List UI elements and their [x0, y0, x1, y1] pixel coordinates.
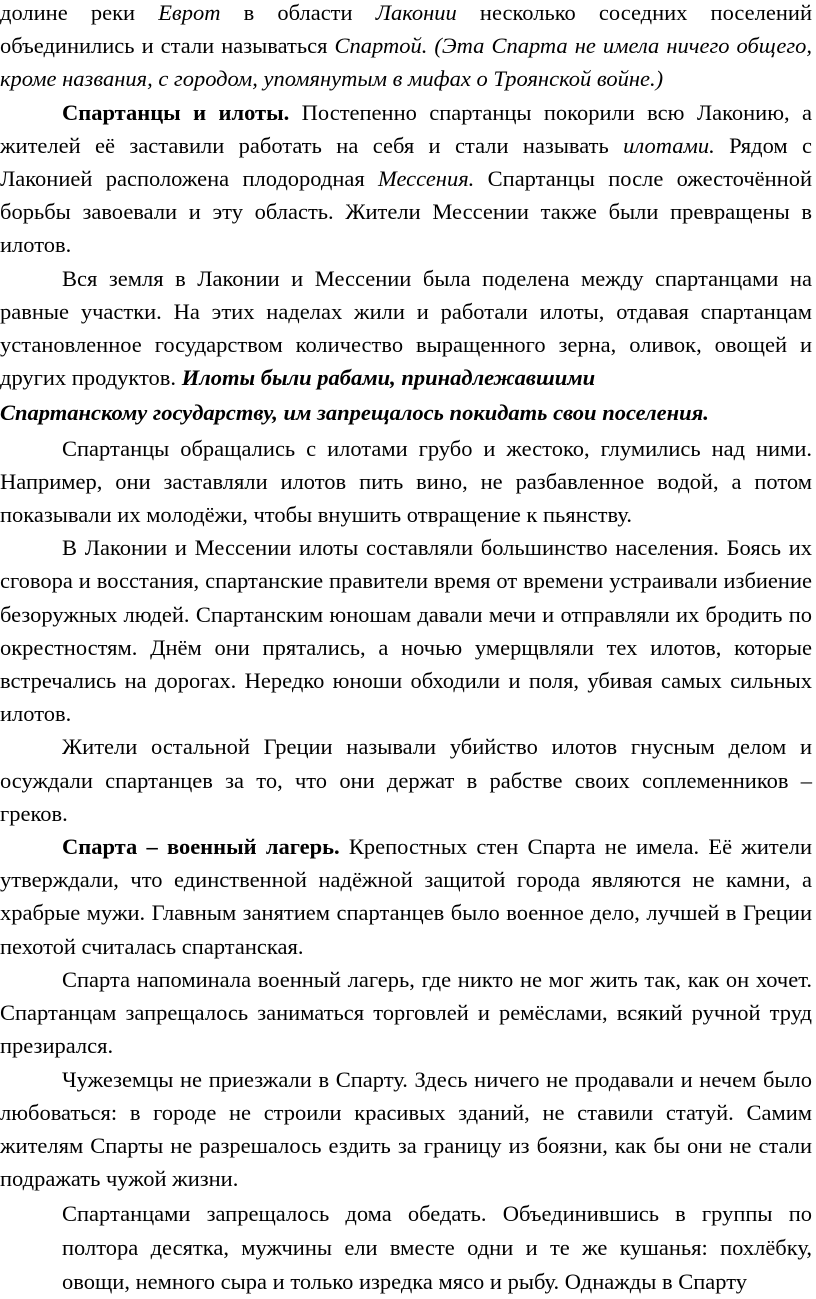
paragraph-land-division — [0, 262, 816, 395]
term-evrot: Еврот — [158, 0, 221, 25]
section-heading-military-camp: Спарта – военный лагерь. — [62, 834, 340, 860]
text-run: Крепостных стен Спарта не имела. Её жители утверждали, что единственной надёжной защитой города являются не камни, а храбрые мужи. Главным занятием спартанцев было военное дело, лучшей в Греции пехотой считалась спартанская. — [0, 834, 812, 959]
text-run: Рядом с Лаконией расположена плодородная — [0, 132, 812, 192]
text-run: Постепенно спартанцы покорили всю Лаконию, а жителей её заставили работать на себя и стали называть — [0, 99, 813, 158]
paragraph-military-camp — [0, 830, 816, 963]
text-run: Вся земля в Лаконии и Мессении была поделена между спартанцами на равные участки. На этих наделах жили и работали илоты, отдавая спартанцам установленное государством количество выращенного зерна, оливок, овощей и других продуктов. — [0, 265, 812, 391]
text-run: долине реки — [0, 0, 159, 25]
term-messenia: Мессения. — [378, 166, 475, 192]
section-heading-spartans-helots: Спартанцы и илоты. — [62, 99, 290, 125]
emphasis-helots-slaves-continued: Спартанскому государству, им запрещалось покидать свои поселения. — [0, 400, 709, 426]
paragraph-common-meals: Спартанцами запрещалось дома обедать. Объединившись в группы по полтора десятка, мужчины ели вместе одни и те же кушанья: похлёбку, овощи, немного сыра и только изредка мясо и рыбу. Однажды в Спарту — [62, 1201, 812, 1295]
paragraph-spartans-helots — [0, 96, 816, 262]
paragraph-krypteia: В Лаконии и Мессении илоты составляли большинство населения. Боясь их сговора и восстания, спартанские правители время от времени устраивали избиение безоружных людей. Спартанским юношам давали мечи и отправляли их бродить по окрестностям. Днём они прятались, а ночью умерщвляли тех илотов, которые встречались на дорогах. Нередко юноши обходили и поля, убивая самых сильных илотов. — [0, 535, 812, 727]
text-run: в области — [220, 0, 376, 25]
paragraph-greek-opinion: Жители остальной Греции называли убийство илотов гнусным делом и осуждали спартанцев за то, что они держат в рабстве своих соплеменников – греков. — [0, 734, 812, 826]
note-troy: (Эта Спарта не имела ничего общего, кроме названия, с городом, упомянутым в мифах о Троянской войне.) — [0, 33, 812, 92]
term-lakonia: Лаконии — [375, 0, 457, 25]
paragraph-sparta-origin — [0, 0, 816, 96]
paragraph-camp-life: Спарта напоминала военный лагерь, где никто не мог жить так, как он хочет. Спартанцам запрещалось заниматься торговлей и ремёслами, всякий ручной труд презирался. — [0, 966, 812, 1059]
paragraph-foreigners: Чужеземцы не приезжали в Спарту. Здесь ничего не продавали и нечем было любоваться: в городе не строили красивых зданий, не ставили статуй. Самим жителям Спарты не разрешалось ездить за границу из боязни, как бы они не стали подражать чужой жизни. — [0, 1066, 812, 1192]
paragraph-cruelty: Спартанцы обращались с илотами грубо и жестоко, глумились над ними. Например, они заставляли илотов пить вино, не разбавленное водой, а потом показывали их молодёжи, чтобы внушить отвращение к пьянству. — [0, 435, 812, 528]
text-run: несколько соседних поселений объединились и стали называться — [0, 0, 812, 59]
text-run: Спартанцы после ожесточённой борьбы завоевали и эту область. Жители Мессении также были превращены в илотов. — [0, 166, 812, 258]
emphasis-helots-slaves: Илоты были рабами, принадлежавшими — [181, 365, 596, 391]
term-sparta: Спартой. — [334, 33, 428, 59]
term-helots: илотами. — [623, 132, 715, 158]
